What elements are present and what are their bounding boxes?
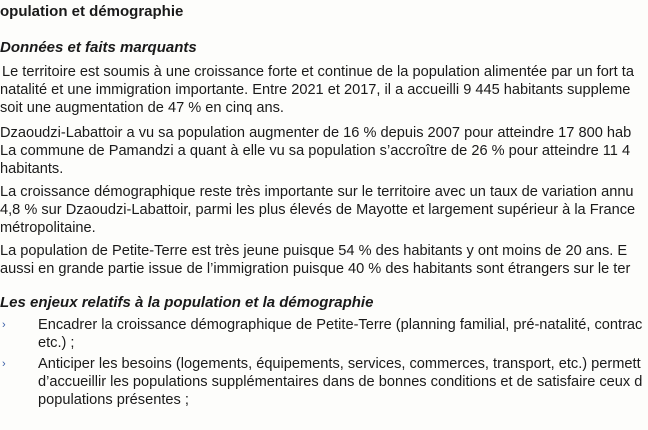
- bullet-arrow-icon: ›: [2, 358, 6, 370]
- facts-line-10: La population de Petite-Terre est très jeune puisque 54 % des habitants y ont moins de 20 ans. E: [0, 243, 628, 259]
- issues-heading: Les enjeux relatifs à la population et la démographie: [0, 294, 374, 311]
- facts-line-9: métropolitaine.: [0, 220, 96, 236]
- issues-line-1: Encadrer la croissance démographique de Petite-Terre (planning familial, pré-natalité, contrac: [38, 317, 643, 333]
- facts-line-8: 4,8 % sur Dzaoudzi-Labattoir, parmi les plus élevés de Mayotte et largement supérieur à la France: [0, 202, 636, 218]
- issues-line-3: Anticiper les besoins (logements, équipements, services, commerces, transport, etc.) permett: [38, 356, 641, 372]
- facts-line-2: natalité et une immigration importante. Entre 2021 et 2017, il a accueilli 9 445 habitants suppleme: [0, 82, 631, 98]
- facts-line-6: habitants.: [0, 161, 64, 177]
- facts-heading: Données et faits marquants: [0, 39, 197, 56]
- issues-line-5: populations présentes ;: [38, 392, 189, 408]
- section-title: opulation et démographie: [0, 3, 184, 20]
- issues-line-4: d’accueillir les populations supplémentaires dans de bonnes conditions et de satisfaire ceux d: [38, 374, 643, 390]
- facts-line-4: Dzaoudzi-Labattoir a vu sa population augmenter de 16 % depuis 2007 pour atteindre 17 800 hab: [0, 125, 632, 141]
- facts-line-1: Le territoire est soumis à une croissance forte et continue de la population alimentée par un fort ta: [2, 64, 634, 80]
- facts-line-3: soit une augmentation de 47 % en cinq ans.: [0, 100, 284, 116]
- bullet-arrow-icon: ›: [2, 319, 6, 331]
- facts-line-11: aussi en grande partie issue de l’immigration puisque 40 % des habitants sont étrangers sur le ter: [0, 261, 631, 277]
- facts-line-5: La commune de Pamandzi a quant à elle vu sa population s’accroître de 26 % pour atteindre 11 4: [0, 143, 631, 159]
- facts-line-7: La croissance démographique reste très importante sur le territoire avec un taux de variation annu: [0, 184, 634, 200]
- issues-line-2: etc.) ;: [38, 335, 75, 351]
